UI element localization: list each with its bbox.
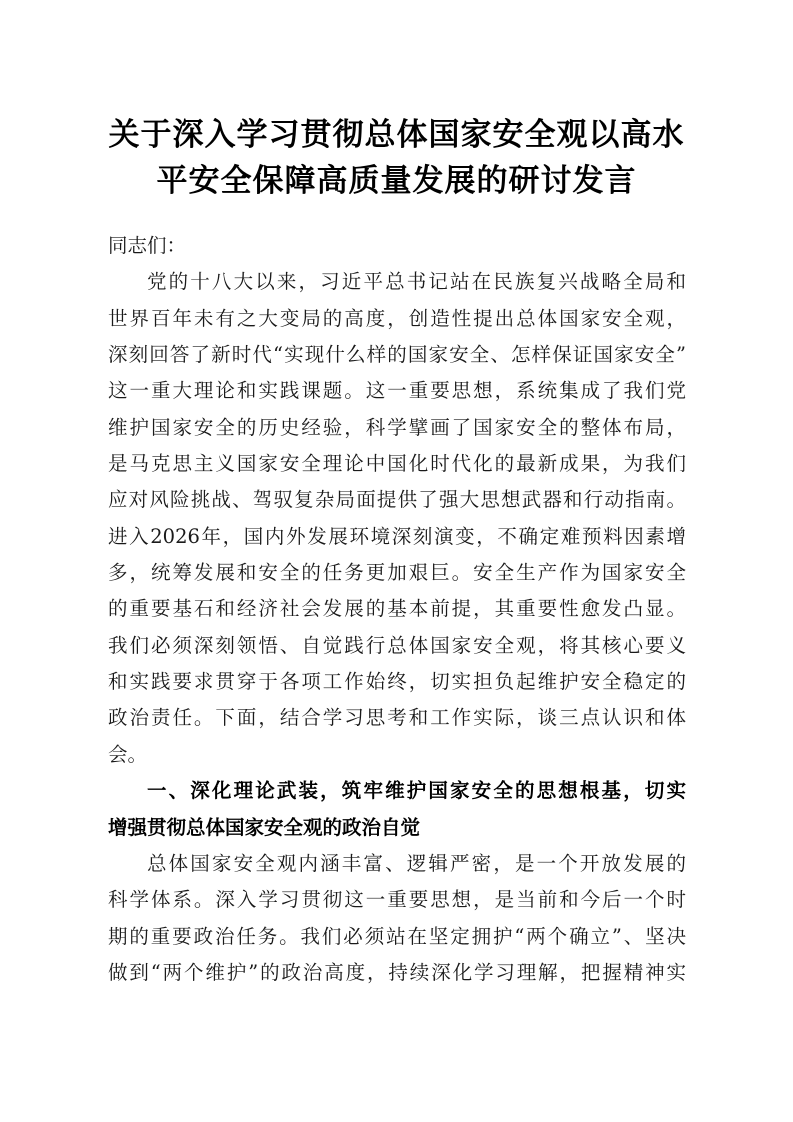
heading-line: 一、深化理论武装，筑牢维护国家安全的思想根基，切实 (147, 779, 686, 803)
paragraph-line: 党的十八大以来，习近平总书记站在民族复兴战略全局和 (147, 270, 686, 294)
heading-line: 增强贯彻总体国家安全观的政治自觉 (108, 815, 421, 839)
paragraph-intro (108, 264, 686, 773)
paragraph-line: 世界百年未有之大变局的高度，创造性提出总体国家安全观， (108, 306, 686, 330)
salutation: 同志们： (108, 234, 187, 257)
section-heading-1 (108, 773, 686, 846)
paragraph-line: 科学体系。深入学习贯彻这一重要思想，是当前和今后一个时 (108, 888, 686, 912)
paragraph-line: 和实践要求贯穿于各项工作始终，切实担负起维护安全稳定的 (108, 670, 686, 694)
paragraph-line: 维护国家安全的历史经验，科学擘画了国家安全的整体布局， (108, 415, 686, 439)
paragraph-line: 期的重要政治任务。我们必须站在坚定拥护“两个确立”、坚决 (108, 924, 686, 948)
paragraph-line: 多，统筹发展和安全的任务更加艰巨。安全生产作为国家安全 (108, 561, 686, 585)
title-line-2: 平安全保障高质量发展的研讨发言 (156, 163, 637, 199)
document-title (90, 112, 703, 204)
paragraph-line: 是马克思主义国家安全理论中国化时代化的最新成果，为我们 (108, 452, 686, 476)
paragraph-line: 做到“两个维护”的政治高度，持续深化学习理解，把握精神实 (108, 960, 686, 984)
title-line-1: 关于深入学习贯彻总体国家安全观以高水 (108, 117, 685, 153)
paragraph-section-1 (108, 846, 686, 991)
paragraph-line: 政治责任。下面，结合学习思考和工作实际，谈三点认识和体 (108, 706, 686, 730)
paragraph-line: 应对风险挑战、驾驭复杂局面提供了强大思想武器和行动指南。 (108, 488, 686, 512)
paragraph-line: 深刻回答了新时代“实现什么样的国家安全、怎样保证国家安全” (108, 343, 686, 367)
paragraph-line: 的重要基石和经济社会发展的基本前提，其重要性愈发凸显。 (108, 597, 686, 621)
paragraph-line: 会。 (108, 742, 148, 766)
paragraph-line: 进入2026年，国内外发展环境深刻演变，不确定难预料因素增 (108, 524, 686, 548)
paragraph-line: 总体国家安全观内涵丰富、逻辑严密，是一个开放发展的 (147, 851, 686, 875)
paragraph-line: 我们必须深刻领悟、自觉践行总体国家安全观，将其核心要义 (108, 633, 686, 657)
paragraph-line: 这一重大理论和实践课题。这一重要思想，系统集成了我们党 (108, 379, 686, 403)
document-body (108, 228, 686, 991)
